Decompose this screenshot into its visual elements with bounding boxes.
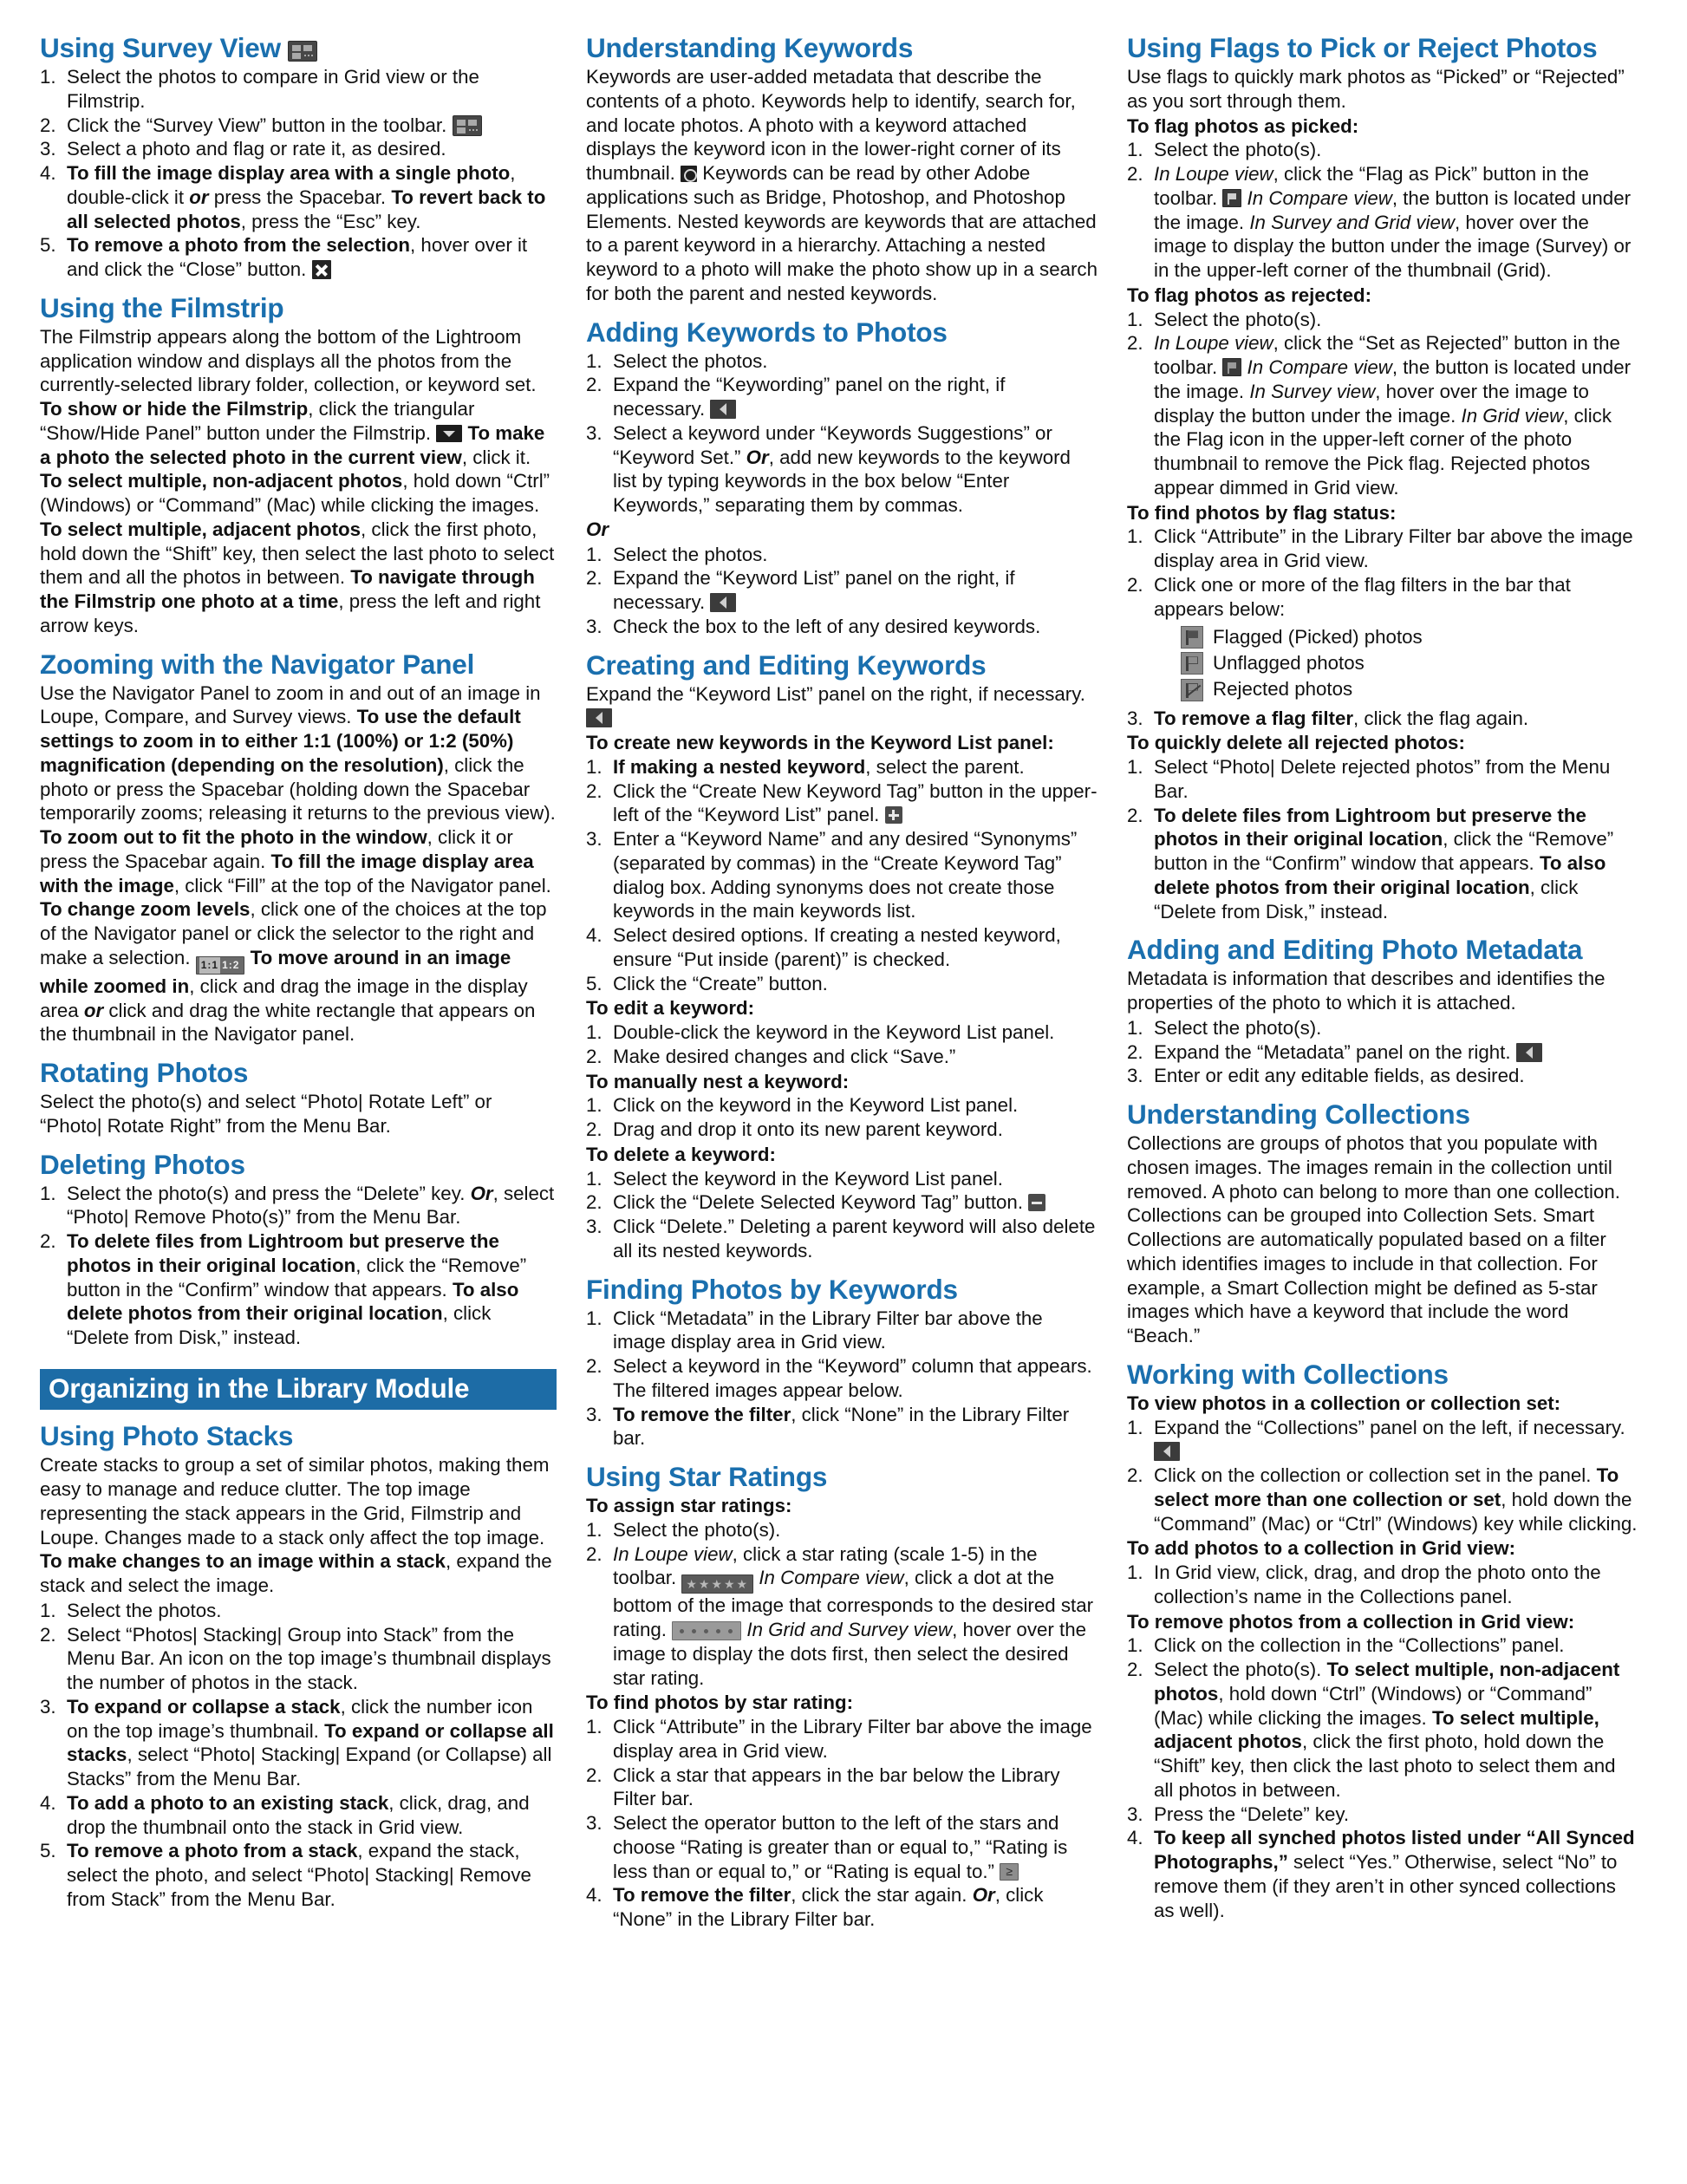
list-item	[40, 1182, 557, 1230]
expand-panel-icon	[710, 593, 736, 612]
list-number: 3.	[40, 1695, 56, 1718]
list-text: Select the photo(s) and press the “Delete” key. Or, select “Photo| Remove Photo(s)” from the Menu Bar.	[67, 1182, 555, 1229]
list-text: Select the operator button to the left of the stars and choose “Rating is greater than or equal to,” “Rating is less than or equal to,” or “Rating is equal to.” ≥	[613, 1812, 1067, 1882]
heading-adding-keywords: Adding Keywords to Photos	[586, 316, 948, 348]
subhead-assign-star-ratings: To assign star ratings:	[586, 1495, 792, 1517]
expand-panel-icon	[586, 708, 612, 727]
list-item	[586, 566, 1098, 615]
flag-filter-label: Unflagged photos	[1213, 652, 1365, 675]
list-text: Select the photo(s). To select multiple, non-adjacent photos, hold down “Ctrl” (Windows) or “Command” (Mac) while clicking the images. To select multiple, adjacent photos, click the first photo, hold down the “Shift” key, then click the last photo to select them and all photos in between.	[1154, 1659, 1620, 1801]
list-item	[586, 1403, 1098, 1451]
flag-filter-label: Flagged (Picked) photos	[1213, 626, 1423, 649]
list-number: 1.	[586, 1518, 602, 1541]
flag-filter-label: Rejected photos	[1213, 678, 1353, 701]
list-number: 2.	[1127, 332, 1143, 355]
list-number: 3.	[1127, 1065, 1143, 1087]
list-text: Click “Delete.” Deleting a parent keyword will also delete all its nested keywords.	[613, 1216, 1096, 1262]
list-text: To fill the image display area with a single photo, double-click it or press the Spacebar. To revert back to all selected photos, press the “Esc” key.	[67, 162, 546, 232]
list-item	[586, 923, 1098, 972]
list-item	[586, 827, 1098, 923]
list-text: Click the “Delete Selected Keyword Tag” button.	[613, 1191, 1045, 1213]
heading-using-flags: Using Flags to Pick or Reject Photos	[1127, 32, 1598, 63]
list-item	[40, 137, 557, 161]
list-text: Click on the collection or collection set in the panel. To select more than one collection or set, hold down the “Command” (Mac) or “Ctrl” (Windows) key while clicking.	[1154, 1464, 1638, 1535]
list-number: 4.	[586, 1884, 602, 1907]
list-number: 2.	[1127, 1464, 1143, 1487]
list-text: Enter a “Keyword Name” and any desired “Synonyms” (separated by commas) in the “Create Keyword Tag” dialog box. Adding synonyms does not create those keywords in the main keywords list.	[613, 828, 1078, 922]
list-text: Select the photo(s).	[1154, 308, 1322, 330]
list-text: Select the photo(s).	[613, 1518, 781, 1541]
list-item	[1127, 1658, 1638, 1803]
list-number: 1.	[1127, 139, 1143, 161]
list-number: 2.	[586, 1118, 602, 1141]
heading-rotating-photos: Rotating Photos	[40, 1057, 249, 1089]
keywords-paragraph: Keywords are user-added metadata that describe the contents of a photo. Keywords help to identify, search for, and locate photos. A photo with a keyword attached displays the keyword icon in the lower-right corner of its thumbnail. Keywords can be read by other Adobe applications such as Bridge, Photoshop, and Photoshop Elements. Nested keywords are keywords that are attached to a parent keyword in a hierarchy. Attaching a nested keyword to a photo will make the photo show up in a search for both the parent and nested keywords.	[586, 66, 1098, 304]
creating-keywords-intro: Expand the “Keyword List” panel on the right, if necessary.	[586, 682, 1098, 731]
list-item	[586, 1020, 1098, 1045]
subhead-edit-keyword: To edit a keyword:	[586, 997, 755, 1020]
subhead-view-photos-collection: To view photos in a collection or collection set:	[1127, 1392, 1561, 1414]
heading-zooming-navigator: Zooming with the Navigator Panel	[40, 648, 475, 680]
subhead-create-new-keywords: To create new keywords in the Keyword List panel:	[586, 732, 1054, 754]
list-number: 2.	[586, 1355, 602, 1378]
adding-keywords-steps-alt	[586, 543, 1098, 639]
list-number: 2.	[1127, 1659, 1143, 1681]
zoom-seg-1-1: 1:1	[199, 957, 220, 974]
list-text: To remove the filter, click the star again. Or, click “None” in the Library Filter bar.	[613, 1884, 1044, 1931]
list-number: 4.	[586, 924, 602, 947]
list-text: Select a keyword under “Keywords Suggestions” or “Keyword Set.” Or, add new keywords to the keyword list by typing keywords in the box below “Enter Keywords,” separating them by commas.	[613, 421, 1071, 517]
list-number: 1.	[586, 1094, 602, 1117]
heading-adding-editing-metadata: Adding and Editing Photo Metadata	[1127, 934, 1583, 966]
heading-using-survey-view	[40, 33, 557, 62]
heading-finding-photos-by-keywords: Finding Photos by Keywords	[586, 1273, 958, 1305]
list-number: 2.	[586, 1542, 602, 1565]
list-text: To remove a photo from the selection, hover over it and click the “Close” button.	[67, 234, 528, 281]
list-item	[40, 1695, 557, 1791]
filmstrip-paragraph: The Filmstrip appears along the bottom of the Lightroom application window and displays all the photos from the currently-selected library folder, collection, or keyword set. To show or hide the Filmstrip, click the triangular “Show/Hide Panel” button under the Filmstrip. To make a photo the selected photo in the current view, click it. To select multiple, non-adjacent photos, hold down “Ctrl” (Windows) or “Command” (Mac) while clicking the images. To select multiple, adjacent photos, click the first photo, hold down the “Shift” key, then select the last photo to select them and all the photos in between. To navigate through the Filmstrip one photo at a time, press the left and right arrow keys.	[40, 325, 555, 636]
list-text: Expand the “Collections” panel on the left, if necessary.	[1154, 1417, 1625, 1463]
survey-view-icon	[453, 115, 482, 136]
rotating-paragraph: Select the photo(s) and select “Photo| Rotate Left” or “Photo| Rotate Right” from the Menu Bar.	[40, 1091, 492, 1137]
list-text: Select the photos.	[613, 349, 768, 372]
list-number: 3.	[1127, 707, 1143, 729]
list-item	[1127, 331, 1638, 499]
delete-selected-keyword-tag-icon	[1028, 1194, 1045, 1211]
list-item	[1127, 1064, 1638, 1088]
adding-keywords-steps	[586, 349, 1098, 518]
add-to-collection-steps	[1127, 1561, 1638, 1609]
metadata-steps	[1127, 1016, 1638, 1088]
list-number: 1.	[40, 66, 56, 88]
list-number: 3.	[40, 138, 56, 160]
subhead-find-photos-by-flag: To find photos by flag status:	[1127, 501, 1397, 524]
list-item	[1127, 138, 1638, 162]
list-number: 2.	[1127, 804, 1143, 826]
list-item	[1127, 525, 1638, 573]
list-item	[586, 1518, 1098, 1542]
list-text: Click on the keyword in the Keyword List panel.	[613, 1094, 1019, 1117]
list-item	[586, 543, 1098, 567]
list-number: 2.	[1127, 1040, 1143, 1063]
list-item	[40, 1229, 557, 1350]
rating-operator-icon	[1000, 1863, 1019, 1881]
heading-working-with-collections: Working with Collections	[1127, 1358, 1449, 1390]
list-number: 4.	[40, 1791, 56, 1814]
list-number: 1.	[586, 543, 602, 565]
subhead-add-photos-collection: To add photos to a collection in Grid view:	[1127, 1537, 1516, 1560]
list-number: 3.	[586, 1812, 602, 1835]
subhead-delete-rejected: To quickly delete all rejected photos:	[1127, 732, 1465, 754]
list-number: 2.	[1127, 573, 1143, 596]
list-text: Expand the “Keyword List” panel on the right, if necessary.	[613, 567, 1015, 614]
flag-unflagged-icon[interactable]	[1181, 652, 1203, 675]
list-text: Click on the collection in the “Collections” panel.	[1154, 1634, 1565, 1657]
flag-rejected-steps	[1127, 308, 1638, 500]
delete-keyword-steps	[586, 1167, 1098, 1263]
list-item	[586, 349, 1098, 374]
survey-view-icon	[288, 41, 317, 62]
list-number: 1.	[40, 1599, 56, 1621]
list-text: Select a photo and flag or rate it, as desired.	[67, 138, 446, 160]
subhead-find-photos-by-star-rating: To find photos by star rating:	[586, 1692, 854, 1714]
list-text: To remove a flag filter, click the flag again.	[1154, 707, 1529, 729]
create-new-keyword-tag-icon	[885, 806, 902, 824]
subhead-flag-as-rejected: To flag photos as rejected:	[1127, 284, 1372, 306]
list-text: To delete files from Lightroom but preserve the photos in their original location, click the “Remove” button in the “Confirm” window that appears. To also delete photos from their original location, click “Delete from Disk,” instead.	[67, 1230, 527, 1349]
list-text: Check the box to the left of any desired keywords.	[613, 615, 1041, 637]
list-number: 3.	[586, 828, 602, 851]
list-text: Select the photo(s).	[1154, 139, 1322, 161]
list-number: 2.	[586, 374, 602, 396]
list-item	[1127, 1826, 1638, 1922]
zoom-seg-1-2: 1:2	[222, 958, 240, 971]
list-number: 2.	[1127, 163, 1143, 186]
flags-intro: Use flags to quickly mark photos as “Picked” or “Rejected” as you sort through them.	[1127, 66, 1625, 112]
find-by-star-rating-steps	[586, 1715, 1098, 1932]
list-item	[40, 233, 557, 282]
flag-as-pick-icon	[1222, 189, 1241, 207]
list-item	[586, 1715, 1098, 1763]
flag-rejected-icon[interactable]	[1181, 679, 1203, 701]
list-text: To remove the filter, click “None” in the Library Filter bar.	[613, 1403, 1070, 1450]
list-number: 2.	[40, 114, 56, 136]
list-number: 1.	[586, 1167, 602, 1190]
list-number: 1.	[1127, 1634, 1143, 1657]
list-text: Drag and drop it onto its new parent keyword.	[613, 1118, 1003, 1141]
remove-flag-filter-step	[1127, 707, 1638, 731]
list-item	[1127, 162, 1638, 283]
list-text: Select the photo(s).	[1154, 1016, 1322, 1039]
list-number: 1.	[586, 1307, 602, 1329]
heading-understanding-keywords: Understanding Keywords	[586, 32, 914, 63]
photo-stacks-steps	[40, 1599, 557, 1912]
list-item	[1127, 755, 1638, 804]
list-number: 1.	[1127, 308, 1143, 330]
list-number: 1.	[586, 1021, 602, 1044]
list-item	[1127, 707, 1638, 731]
close-icon	[312, 260, 331, 279]
expand-panel-icon	[710, 400, 736, 419]
list-number: 4.	[1127, 1827, 1143, 1849]
list-item	[586, 373, 1098, 421]
list-text: Expand the “Keywording” panel on the right, if necessary.	[613, 374, 1006, 421]
list-number: 3.	[586, 1216, 602, 1238]
list-item	[586, 1045, 1098, 1069]
expand-panel-icon	[1154, 1442, 1180, 1461]
list-number: 3.	[586, 1403, 602, 1425]
heading-text: Using Survey View	[40, 32, 281, 63]
column-1	[40, 33, 557, 1912]
list-item	[1127, 1416, 1638, 1464]
list-item	[40, 1839, 557, 1911]
list-text: Click “Metadata” in the Library Filter bar above the image display area in Grid view.	[613, 1307, 1043, 1353]
list-text: Select the photos.	[613, 543, 768, 565]
list-text: Enter or edit any editable fields, as desired.	[1154, 1065, 1525, 1087]
list-text: To expand or collapse a stack, click the number icon on the top image’s thumbnail. To expand or collapse all stacks, select “Photo| Stacking| Expand (or Collapse) all Stacks” from the Menu Bar.	[67, 1695, 554, 1790]
list-item	[40, 161, 557, 233]
list-text: Select the keyword in the Keyword List panel.	[613, 1167, 1003, 1190]
list-item	[586, 615, 1098, 639]
heading-deleting-photos: Deleting Photos	[40, 1148, 245, 1180]
list-item	[40, 65, 557, 114]
survey-view-steps	[40, 65, 557, 282]
list-number: 1.	[586, 1716, 602, 1738]
list-text: In Loupe view, click a star rating (scale 1-5) in the toolbar. ★★★★★ In Compare view, click a dot at the bottom of the image that corresponds to the desired star rating. In Grid and Survey view, hover over the image to display the dots first, then select the desired star rating.	[613, 1542, 1094, 1689]
list-number: 1.	[1127, 1561, 1143, 1584]
list-item	[586, 1215, 1098, 1263]
list-text: If making a nested keyword, select the parent.	[613, 755, 1025, 778]
list-number: 3.	[586, 615, 602, 637]
list-number: 2.	[586, 567, 602, 590]
list-text: Click “Attribute” in the Library Filter bar above the image display area in Grid view.	[613, 1716, 1092, 1762]
edit-keyword-steps	[586, 1020, 1098, 1069]
list-text: In Loupe view, click the “Set as Rejected” button in the toolbar. In Compare view, the button is located under the image. In Survey view, hover over the image to display the button under the image. In Grid view, click the Flag icon in the upper-left corner of the photo thumbnail to remove the Pick flag. Rejected photos appear dimmed in Grid view.	[1154, 332, 1632, 499]
list-text: Expand the “Metadata” panel on the right.	[1154, 1041, 1542, 1063]
stacks-paragraph: Create stacks to group a set of similar photos, making them easy to manage and reduce clutter. The top image representing the stack appears in the Grid, Filmstrip and Loupe. Changes made to a stack only affect the top image. To make changes to an image within a stack, expand the stack and select the image.	[40, 1454, 552, 1597]
list-item	[586, 1307, 1098, 1355]
list-item	[586, 1542, 1098, 1691]
list-item	[1127, 1803, 1638, 1827]
list-text: Select the photos to compare in Grid view or the Filmstrip.	[67, 66, 479, 112]
list-item	[1127, 804, 1638, 924]
keyword-tag-icon	[681, 166, 697, 182]
expand-panel-icon	[1516, 1043, 1542, 1062]
flag-filter-row-picked[interactable]	[1127, 624, 1638, 650]
list-item	[586, 1811, 1098, 1883]
list-number: 3.	[586, 421, 602, 444]
heading-creating-editing-keywords: Creating and Editing Keywords	[586, 649, 987, 681]
subhead-delete-keyword: To delete a keyword:	[586, 1143, 776, 1165]
list-number: 3.	[1127, 1803, 1143, 1825]
list-item	[586, 755, 1098, 779]
flag-filter-row-rejected[interactable]	[1127, 676, 1638, 702]
heading-using-the-filmstrip: Using the Filmstrip	[40, 291, 284, 323]
flag-filter-row-unflagged[interactable]	[1127, 650, 1638, 676]
heading-using-photo-stacks: Using Photo Stacks	[40, 1420, 294, 1452]
list-item	[40, 1599, 557, 1623]
remove-from-collection-steps	[1127, 1633, 1638, 1922]
list-item	[586, 1354, 1098, 1403]
list-item	[586, 1093, 1098, 1118]
list-number: 1.	[1127, 756, 1143, 779]
list-item	[586, 421, 1098, 518]
list-item	[586, 1167, 1098, 1191]
section-bar-organizing-library: Organizing in the Library Module	[40, 1369, 557, 1411]
list-number: 4.	[40, 162, 56, 185]
list-number: 1.	[1127, 525, 1143, 548]
three-column-layout	[40, 33, 1656, 2167]
subhead-flag-as-picked: To flag photos as picked:	[1127, 114, 1359, 137]
list-text: Press the “Delete” key.	[1154, 1803, 1350, 1825]
zoom-level-selector-icon	[196, 956, 245, 975]
list-item	[586, 972, 1098, 996]
list-item	[40, 114, 557, 138]
list-item	[586, 1883, 1098, 1932]
list-text: Select “Photo| Delete rejected photos” from the Menu Bar.	[1154, 756, 1611, 802]
find-by-flag-steps	[1127, 525, 1638, 621]
nest-keyword-steps	[586, 1093, 1098, 1142]
list-item	[40, 1623, 557, 1695]
assign-star-ratings-steps	[586, 1518, 1098, 1691]
list-number: 2.	[586, 1763, 602, 1786]
heading-understanding-collections: Understanding Collections	[1127, 1099, 1470, 1131]
list-item	[1127, 1633, 1638, 1658]
list-text: Click one or more of the flag filters in the bar that appears below:	[1154, 573, 1571, 620]
list-text: Make desired changes and click “Save.”	[613, 1045, 956, 1067]
list-text: Select a keyword in the “Keyword” column that appears. The filtered images appear below.	[613, 1355, 1092, 1401]
list-text: To add a photo to an existing stack, click, drag, and drop the thumbnail onto the stack in Grid view.	[67, 1791, 530, 1838]
list-text: Select the photos.	[67, 1599, 222, 1621]
column-3	[1127, 33, 1638, 1922]
set-as-rejected-icon	[1222, 358, 1241, 376]
flag-picked-icon[interactable]	[1181, 626, 1203, 649]
list-number: 1.	[1127, 1016, 1143, 1039]
list-item	[586, 1763, 1098, 1812]
list-number: 5.	[586, 972, 602, 994]
list-text: Click a star that appears in the bar below the Library Filter bar.	[613, 1763, 1060, 1810]
list-number: 5.	[40, 234, 56, 257]
list-number: 1.	[1127, 1416, 1143, 1438]
list-item	[1127, 308, 1638, 332]
list-text: To delete files from Lightroom but preserve the photos in their original location, click the “Remove” button in the “Confirm” window that appears. To also delete photos from their original location, click “Delete from Disk,” instead.	[1154, 804, 1614, 922]
list-number: 2.	[586, 1191, 602, 1214]
list-item	[40, 1791, 557, 1840]
list-text: Click “Attribute” in the Library Filter bar above the image display area in Grid view.	[1154, 525, 1633, 572]
create-keyword-steps	[586, 755, 1098, 996]
list-item	[1127, 573, 1638, 622]
flag-picked-steps	[1127, 138, 1638, 283]
show-hide-panel-icon	[436, 425, 462, 442]
list-item	[1127, 1561, 1638, 1609]
finding-keywords-steps	[586, 1307, 1098, 1451]
subhead-remove-photos-collection: To remove photos from a collection in Grid view:	[1127, 1610, 1575, 1633]
list-text: Select desired options. If creating a nested keyword, ensure “Put inside (parent)” is checked.	[613, 924, 1061, 970]
star-rating-icon: ★★★★★	[681, 1574, 753, 1594]
delete-rejected-steps	[1127, 755, 1638, 923]
list-number: 2.	[40, 1623, 56, 1646]
list-text: Click the “Create” button.	[613, 972, 828, 994]
list-number: 2.	[586, 1045, 602, 1067]
list-item	[1127, 1464, 1638, 1535]
list-number: 5.	[40, 1840, 56, 1862]
list-number: 1.	[586, 349, 602, 372]
deleting-photos-steps	[40, 1182, 557, 1350]
list-text: To keep all synched photos listed under “All Synced Photographs,” select “Yes.” Otherwise, select “No” to remove them (if they aren’t in other synced collections as well).	[1154, 1827, 1635, 1921]
list-text: Click the “Create New Keyword Tag” button in the upper-left of the “Keyword List” panel.	[613, 779, 1098, 826]
list-text: To remove a photo from a stack, expand the stack, select the photo, and select “Photo| Stacking| Remove from Stack” from the Menu Bar.	[67, 1840, 531, 1910]
collections-paragraph: Collections are groups of photos that you populate with chosen images. The images remain in the collection until removed. A photo can belong to more than one collection. Collections can be grouped into Collection Sets. Smart Collections are automatically populated based on a filter which identifies images to include in that collection. For example, a Smart Collection might be defined as 5-star images which have a keyword that include the word “Beach.”	[1127, 1132, 1620, 1347]
compare-rating-dots-icon	[672, 1621, 741, 1640]
list-number: 1.	[40, 1182, 56, 1204]
subhead-manually-nest-keyword: To manually nest a keyword:	[586, 1070, 850, 1092]
view-collection-steps	[1127, 1416, 1638, 1536]
metadata-intro: Metadata is information that describes and identifies the properties of the photo to which it is attached.	[1127, 968, 1606, 1014]
list-text: Click the “Survey View” button in the toolbar.	[67, 114, 482, 136]
list-item	[586, 779, 1098, 828]
list-item	[586, 1118, 1098, 1142]
list-item	[1127, 1016, 1638, 1040]
list-number: 2.	[586, 779, 602, 802]
navigator-paragraph: Use the Navigator Panel to zoom in and out of an image in Loupe, Compare, and Survey views. To use the default settings to zoom in to either 1:1 (100%) or 1:2 (50%) magnification (depending on the resolution), click the photo or press the Spacebar (holding down the Spacebar temporarily zooms; releasing it returns to the previous view). To zoom out to fit the photo in the window, click it or press the Spacebar again. To fill the image display area with the image, click “Fill” at the top of the Navigator panel. To change zoom levels, click one of the choices at the top of the Navigator panel or click the selector to the right and make a selection. 1:1 1:2 To move around in an image while zoomed in, click and drag the image in the display area or click and drag the white rectangle that appears on the thumbnail in the Navigator panel.	[40, 681, 556, 1046]
list-text: In Loupe view, click the “Flag as Pick” button in the toolbar. In Compare view, the button is located under the image. In Survey and Grid view, hover over the image to display the button under the image (Survey) or in the upper-left corner of the thumbnail (Grid).	[1154, 163, 1632, 282]
list-number: 2.	[40, 1230, 56, 1253]
column-2	[586, 33, 1098, 1932]
list-item	[586, 1190, 1098, 1215]
list-number: 1.	[586, 755, 602, 778]
list-text: Select “Photos| Stacking| Group into Stack” from the Menu Bar. An icon on the top image’s thumbnail displays the number of photos in the stack.	[67, 1623, 551, 1694]
or-separator: Or	[586, 518, 609, 540]
list-item	[1127, 1040, 1638, 1065]
list-text: In Grid view, click, drag, and drop the photo onto the collection’s name in the Collections panel.	[1154, 1561, 1601, 1607]
list-text: Double-click the keyword in the Keyword List panel.	[613, 1021, 1055, 1044]
heading-using-star-ratings: Using Star Ratings	[586, 1461, 828, 1493]
